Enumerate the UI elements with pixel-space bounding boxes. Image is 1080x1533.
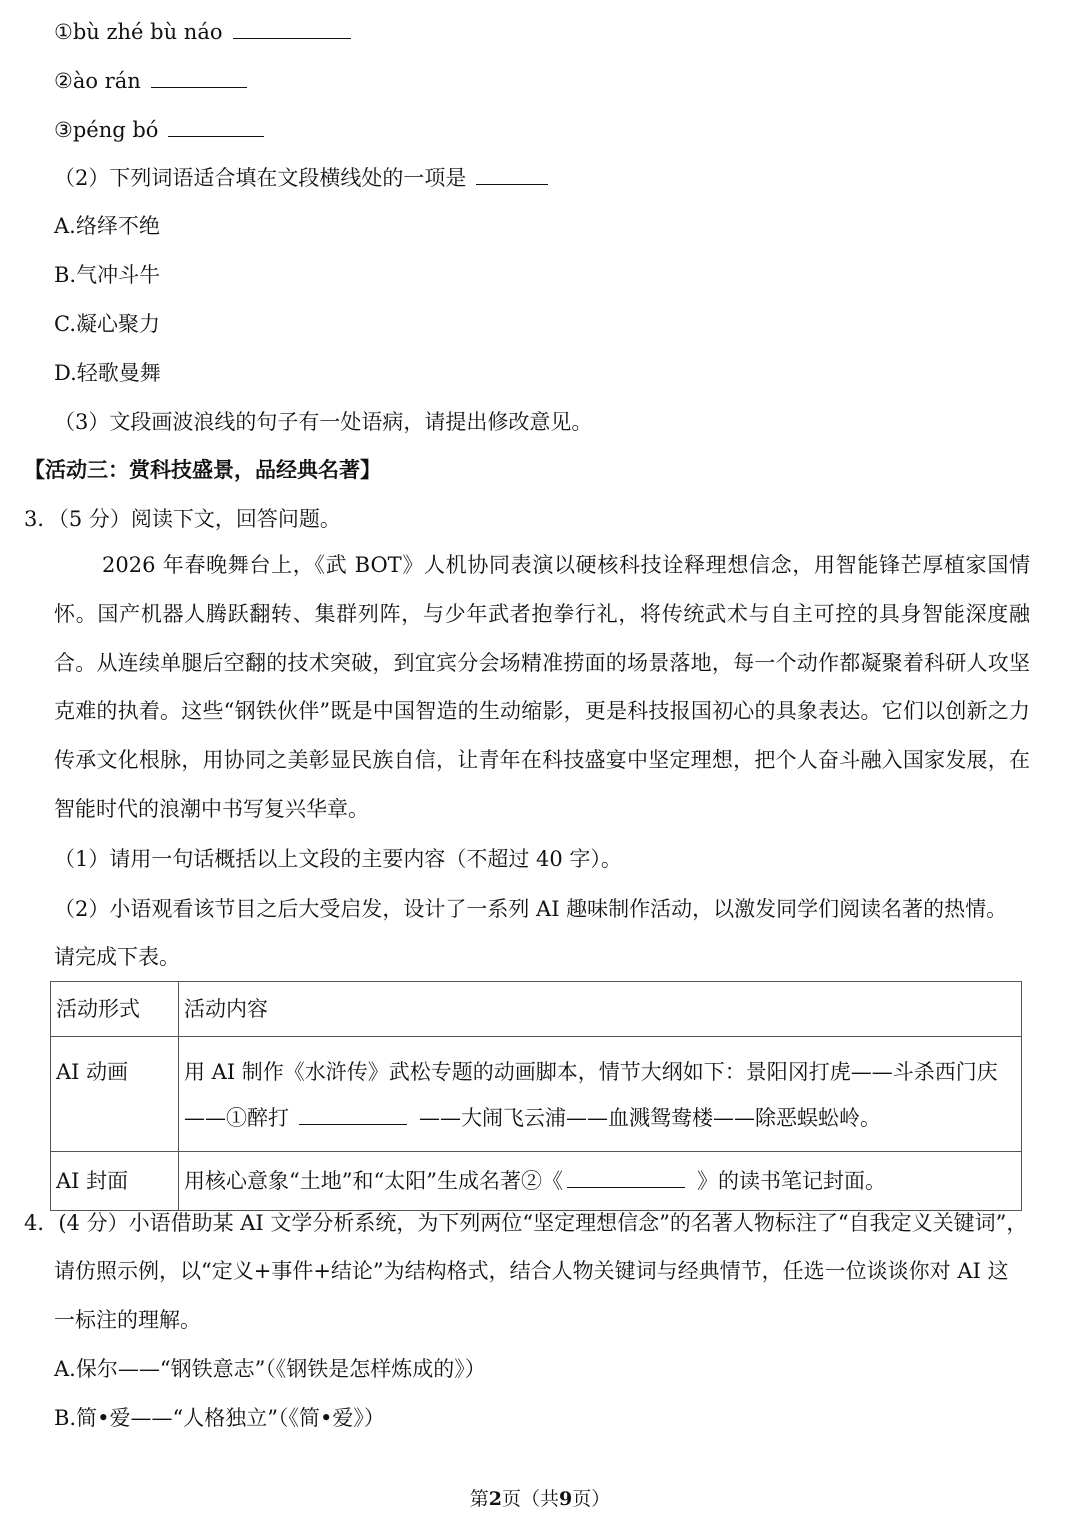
content-line: ——大闹飞云浦——血溅鸳鸯楼——除恶蜈蚣岭。 [419,1106,881,1130]
table-header-row [51,982,1022,1037]
option-a: A.保尔——“钢铁意志”（《钢铁是怎样炼成的》） [54,1357,486,1381]
activity-content [179,1152,1022,1211]
option-a: A.络绎不绝 [54,214,160,238]
content-line: 用 AI 制作《水浒传》武松专题的动画脚本，情节大纲如下：景阳冈打虎——斗杀西门庆 [184,1060,998,1084]
question-4-cont: 请仿照示例，以“定义+事件+结论”为结构格式，结合人物关键词与经典情节，任选一位谈谈你对 AI 这 [54,1259,1009,1283]
question-4: 4．(4 分）小语借助某 AI 文学分析系统，为下列两位“坚定理想信念”的名著人物标注了“自我定义关键词”， [24,1211,1028,1235]
question-3-head: 3．（5 分）阅读下文，回答问题。 [24,507,341,531]
question-2-2 [54,163,548,193]
answer-blank[interactable] [567,1186,685,1188]
pinyin-item-3 [54,115,264,145]
page-footer [0,1484,1080,1511]
option-c: C.凝心聚力 [54,312,160,336]
table-row [51,1037,1022,1152]
table-row [51,1152,1022,1211]
activity-form: AI 封面 [51,1152,179,1211]
footer-text: 第 [469,1488,489,1510]
pinyin-item-1 [54,17,351,47]
option-b: B.气冲斗牛 [54,263,161,287]
content-line: ——①醉打 [184,1106,289,1130]
activity-heading: 【活动三：赏科技盛景，品经典名著】 [24,457,381,482]
footer-text: 页） [572,1488,611,1510]
option-b: B.简•爱——“人格独立”（《简•爱》） [54,1406,385,1430]
question-3-1: （1）请用一句话概括以上文段的主要内容（不超过 40 字）。 [54,847,622,871]
footer-text: 页（共 [501,1488,559,1510]
pinyin-label: ③péng bó [54,118,159,142]
content-text: 》的读书笔记封面。 [696,1169,886,1193]
question-4-cont: 一标注的理解。 [54,1308,201,1332]
header-cell: 活动内容 [179,982,1022,1037]
activity-form: AI 动画 [51,1037,179,1152]
question-text: （2）下列词语适合填在文段横线处的一项是 [54,166,467,190]
question-3-2-cont: 请完成下表。 [54,945,180,969]
answer-blank[interactable] [151,86,247,88]
header-cell: 活动形式 [51,982,179,1037]
pinyin-label: ①bù zhé bù náo [54,20,223,44]
page-total: 9 [559,1488,573,1510]
pinyin-label: ②ào rán [54,69,141,93]
question-3-2: （2）小语观看该节目之后大受启发，设计了一系列 AI 趣味制作活动，以激发同学们阅读名著的热情。 [54,897,1008,921]
answer-blank[interactable] [299,1123,407,1125]
reading-passage: 2026 年春晚舞台上，《武 BOT》人机协同表演以硬核科技诠释理想信念，用智能锋芒厚植家国情怀。国产机器人腾跃翻转、集群列阵，与少年武者抱拳行礼，将传统武术与自主可控的具身智能深度融合。从连续单腿后空翻的技术突破，到宜宾分会场精准捞面的场景落地，每一个动作都凝聚着科研人攻坚克难的执着。这些“钢铁伙伴”既是中国智造的生动缩影，更是科技报国初心的具象表达。它们以创新之力传承文化根脉，用协同之美彰显民族自信，让青年在科技盛宴中坚定理想，把个人奋斗融入国家发展，在智能时代的浪潮中书写复兴华章。 [54,553,1030,821]
pinyin-item-2 [54,66,247,96]
page-number: 2 [488,1488,502,1510]
activity-table [50,981,1022,1211]
question-2-3: （3）文段画波浪线的句子有一处语病，请提出修改意见。 [54,410,593,434]
answer-blank[interactable] [476,183,548,185]
option-d: D.轻歌曼舞 [54,361,161,385]
answer-blank[interactable] [168,135,264,137]
activity-content [179,1037,1022,1152]
content-text: 用核心意象“土地”和“太阳”生成名著②《 [184,1169,563,1193]
answer-blank[interactable] [233,37,351,39]
